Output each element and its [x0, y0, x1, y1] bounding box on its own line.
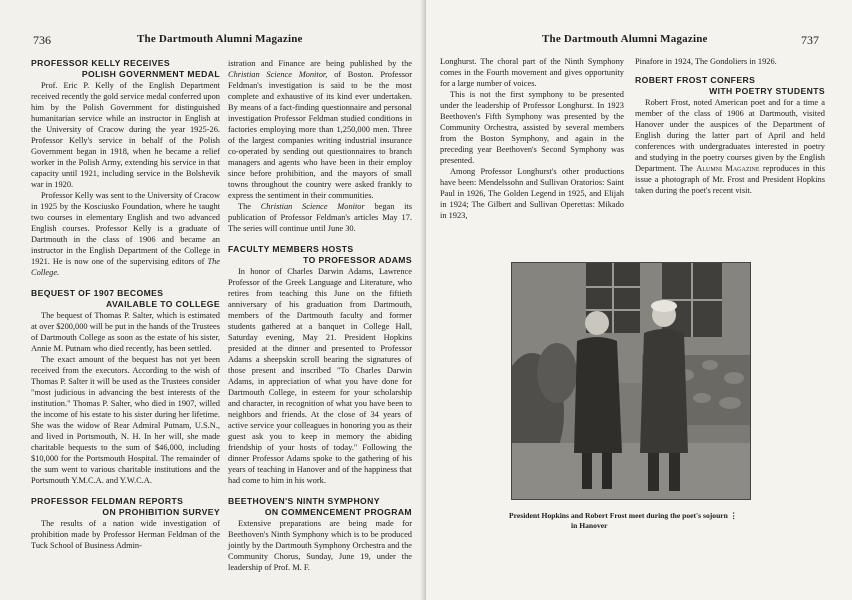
caption-line-2: in Hanover — [571, 520, 608, 530]
ninth-paragraph-3: Among Professor Longhurst's other productions have been: Mendelssohn and Sullivan Oratorios: Saint Paul in 1926, The Golden Legend in 1925, and Elijah in 1924; The Gilbert and Sullivan Operettas: Mikado in 1923, — [440, 167, 624, 220]
right-page-number: 737 — [801, 33, 819, 47]
feldman-headline: PROFESSOR FELDMAN REPORTS ON PROHIBITION SURVEY — [31, 496, 220, 517]
column-1 — [31, 58, 220, 551]
feldman-paragraph-2: The Christian Science Monitor began its publication of Professor Feldman's articles May 17. The series will continue until June 30. — [228, 202, 413, 233]
photo-illustration — [512, 263, 750, 499]
kelly-paragraph-2: Professor Kelly was sent to the University of Cracow in 1925 by the Kosciusko Foundation, where he taught two courses in elementary English and two advanced English courses. Professor Kelly is a graduate of Dartmouth in the class of 1906 and became an instructor in the English Department of the College in 1921. He is now one of the supervising editors of The College. — [31, 191, 220, 277]
ninth-continued-2: Pinafore in 1924, The Gondoliers in 1926. — [635, 57, 777, 66]
right-running-header: The Dartmouth Alumni Magazine — [542, 33, 708, 45]
caption-line-1: President Hopkins and Robert Frost meet during the poet's sojourn — [509, 511, 728, 520]
ninth-paragraph-2: This is not the first symphony to be presented under the leadership of Professor Longhurst. In 1923 Beethoven's Fifth Symphony was presented by the Community Orchestra, assisted by several members from the Boston Symphony, and again in the preceding year Beethoven's Second Symphony was presented. — [440, 90, 624, 165]
photograph-hopkins-and-frost — [511, 262, 751, 500]
adams-paragraph-1: In honor of Charles Darwin Adams, Lawrence Professor of the Greek Language and Literature, who retires from teaching this June on the fiftieth anniversary of his graduation from Dartmouth, members of the Dartmouth faculty and former students gathered at a banquet in College Hall, Saturday evening, May 21. President Hopkins presided at the dinner and presented to Professor Adams a sheepskin scroll bearing the signatures of those present and inscribed "To Charles Darwin Adams, in appreciation of what you have done for Dartmouth College, in esteem for your scholarship and character, in recognition of what you have been to neighbors and friends. At the close of 34 years of active service your colleagues in honoring you as their guest ask you to keep in memory the abiding friendship of your hosts of today." Following the dinner Professor Adams spoke to the gathering of his years of teaching in Hanover and of the happiness that had come to him in his work. — [228, 267, 412, 485]
kelly-paragraph-1: Prof. Eric P. Kelly of the English Department received recently the gold service medal conferred upon him by the Polish Government for distinguished humanitarian service while an instructor in English at the University of Cracow during the year 1925-26. Professor Kelly's service in behalf of the Polish Government began in 1918, when he became a relief worker in the Polish Army, extending his service in that capacity until 1921, including service in the Bolshevik war in 1920. — [31, 81, 220, 189]
frost-paragraph-1: Robert Frost, noted American poet and for a time a member of the class of 1906 at Dartmouth, visited Hanover under the auspices of the Department of English during the latter part of April and held conferences with undergraduates interested in poetry and studying in the poetry courses given by the English Department. The Alumni Magazine reproduces in this issue a photograph of Mr. Frost and President Hopkins taken during the poet's recent visit. — [635, 98, 826, 195]
column-2 — [228, 58, 412, 573]
adams-headline: FACULTY MEMBERS HOSTS TO PROFESSOR ADAMS — [228, 244, 412, 265]
ninth-symphony-headline: BEETHOVEN'S NINTH SYMPHONY ON COMMENCEMENT PROGRAM — [228, 496, 412, 517]
photo-caption — [509, 511, 753, 530]
column-4 — [635, 56, 825, 196]
frost-headline: ROBERT FROST CONFERS WITH POETRY STUDENTS — [635, 75, 825, 96]
bequest-headline: BEQUEST OF 1907 BECOMES AVAILABLE TO COLLEGE — [31, 288, 220, 309]
kelly-headline: PROFESSOR KELLY RECEIVES POLISH GOVERNMENT MEDAL — [31, 58, 220, 79]
ninth-continued: Longhurst. The choral part of the Ninth Symphony comes in the Fourth movement and gives opportunity for a large number of voices. — [440, 57, 624, 88]
bequest-paragraph-2: The exact amount of the bequest has not yet been received from the executors. According to the wish of Thomas P. Salter it will be used as the Trustees consider "most judicious in advancing the best interests of the institution." Thomas P. Salter, who died in 1907, willed the income of his estate to his sister during her lifetime. She was the widow of Rear Admiral Putnam, U.S.N., and lived in Portsmouth, N. H. In her will, she made charitable bequests to the sum of $46,000, including $10,000 for the Portsmouth Hospital. The remainder of the sum went to various charitable institutions and the Portsmouth Y.M.C.A. and Y.W.C.A. — [31, 355, 220, 485]
left-page-number: 736 — [33, 33, 51, 47]
feldman-continued: istration and Finance are being published by the Christian Science Monitor, of Boston. Professor Feldman's investigation is said to be the most complete and exhaustive of its kind ever undertaken. By means of a fact-finding questionnaire and personal investigation Professor Feldman studied conditions in factories employing more than 1,250,000 men. Three of the largest companies writing industrial insurance co-operated by sending out questionnaires to branch managers and agents who have been in their employ since before prohibition, and the mayors of small towns throughout the country were asked frankly to express the sentiment in their communities. — [228, 59, 412, 200]
left-running-header: The Dartmouth Alumni Magazine — [137, 33, 303, 45]
ninth-paragraph-1: Extensive preparations are being made for Beethoven's Ninth Symphony which is to be produced jointly by the Dartmouth Symphony Orchestra and the Community Chorus, Sunday, June 19, under the leadership of Prof. M. F. — [228, 519, 412, 572]
column-3 — [440, 56, 624, 221]
bequest-paragraph-1: The bequest of Thomas P. Salter, which is estimated at over $200,000 will be put in the hands of the Trustees of Dartmouth College as soon as the estate of his sister, Annie M. Putnam who died recently, has been settled. — [31, 311, 220, 353]
feldman-paragraph-1: The results of a nation wide investigation of prohibition made by Professor Herman Feldman of the Tuck School of Business Admin- — [31, 519, 220, 550]
caption-marker-icon: ⋮ — [729, 511, 738, 520]
